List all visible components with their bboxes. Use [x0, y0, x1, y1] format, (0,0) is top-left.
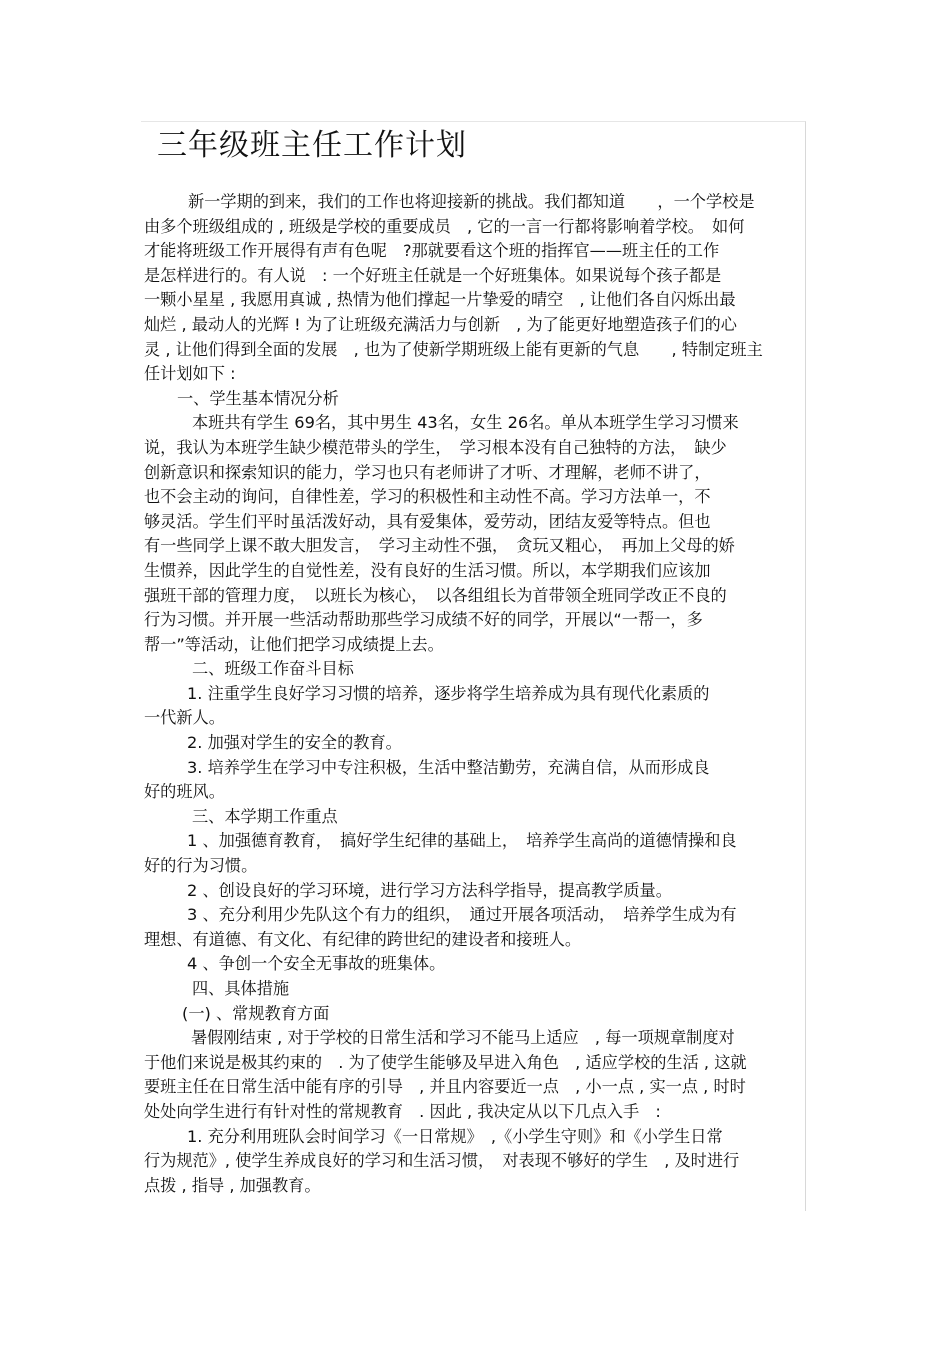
text-line: 生惯养，因此学生的自觉性差，没有良好的生活习惯。所以，本学期我们应该加: [144, 560, 711, 580]
text-line: 理想、有道德、有文化、有纪律的跨世纪的建设者和接班人。: [144, 929, 582, 949]
text-line: 1. 充分利用班队会时间学习《一日常规》 ,《小学生守则》和《小学生日常: [187, 1126, 723, 1146]
text-line: 二、班级工作奋斗目标: [192, 659, 354, 679]
text-line: 要班主任在日常生活中能有序的引导 , 并且内容要近一点 , 小一点 , 实一点 , 时时: [144, 1077, 746, 1097]
text-line: 一代新人。: [144, 708, 225, 728]
text-line: 是怎样进行的。有人说 : 一个好班主任就是一个好班集体。如果说每个孩子都是: [144, 265, 722, 285]
text-line: 好的班风。: [144, 782, 225, 802]
text-line: 由多个班级组成的 , 班级是学校的重要成员 , 它的一言一行都将影响着学校。 如何: [144, 216, 745, 236]
text-line: 任计划如下 :: [144, 364, 236, 384]
text-line: 才能将班级工作开展得有声有色呢 ?那就要看这个班的指挥官——班主任的工作: [144, 241, 720, 261]
text-line: 帮一”等活动，让他们把学习成绩提上去。: [144, 634, 444, 654]
page-title: 三年级班主任工作计划: [157, 128, 467, 163]
text-line: 有一些同学上课不敢大胆发言， 学习主动性不强， 贪玩又粗心， 再加上父母的娇: [144, 536, 735, 556]
text-line: 3. 培养学生在学习中专注积极，生活中整洁勤劳，充满自信，从而形成良: [187, 757, 710, 777]
text-line: 三、本学期工作重点: [192, 806, 338, 826]
text-line: 够灵活。学生们平时虽活泼好动，具有爱集体，爱劳动，团结友爱等特点。但也: [144, 511, 711, 531]
text-line: 暑假刚结束 , 对于学校的日常生活和学习不能马上适应 , 每一项规章制度对: [191, 1028, 735, 1048]
text-line: 灿烂 , 最动人的光辉 ! 为了让班级充满活力与创新 , 为了能更好地塑造孩子们的心: [144, 314, 737, 334]
text-line: 灵 , 让他们得到全面的发展 , 也为了使新学期班级上能有更新的气息 , 特制定班主: [144, 339, 763, 359]
text-line: 3 、充分利用少先队这个有力的组织， 通过开展各项活动， 培养学生成为有: [187, 905, 737, 925]
text-line: 行为规范》, 使学生养成良好的学习和生活习惯， 对表现不够好的学生 , 及时进行: [144, 1151, 740, 1171]
text-line: (一) 、常规教育方面: [182, 1003, 330, 1023]
text-line: 好的行为习惯。: [144, 856, 258, 876]
text-line: 也不会主动的询问，自律性差，学习的积极性和主动性不高。学习方法单一，不: [144, 487, 711, 507]
text-line: 一颗小星星 , 我愿用真诚 , 热情为他们撑起一片挚爱的晴空 , 让他们各自闪烁出最: [144, 290, 736, 310]
text-line: 1 、加强德育教育， 搞好学生纪律的基础上， 培养学生高尚的道德情操和良: [187, 831, 737, 851]
text-line: 创新意识和探索知识的能力，学习也只有老师讲了才听、才理解，老师不讲了，: [144, 462, 711, 482]
text-line: 本班共有学生 69名，其中男生 43名，女生 26名。单从本班学生学习习惯来: [192, 413, 739, 433]
text-line: 新一学期的到来，我们的工作也将迎接新的挑战。我们都知道 ，一个学校是: [188, 192, 755, 211]
text-line: 处处向学生进行有针对性的常规教育 . 因此 , 我决定从以下几点入手 :: [144, 1101, 661, 1121]
text-line: 说，我认为本班学生缺少模范带头的学生， 学习根本没有自己独特的方法， 缺少: [144, 437, 727, 457]
text-line: 点拨 , 指导 , 加强教育。: [144, 1175, 321, 1195]
text-line: 于他们来说是极其约束的 . 为了使学生能够及早进入角色 , 适应学校的生活 , 这就: [144, 1052, 747, 1072]
text-line: 4 、争创一个安全无事故的班集体。: [187, 954, 446, 974]
text-line: 一、学生基本情况分析: [177, 388, 339, 408]
text-line: 2. 加强对学生的安全的教育。: [187, 733, 402, 753]
text-line: 1. 注重学生良好学习习惯的培养，逐步将学生培养成为具有现代化素质的: [187, 683, 710, 703]
text-line: 2 、创设良好的学习环境，进行学习方法科学指导，提高教学质量。: [187, 880, 672, 900]
document-body: [144, 190, 806, 1198]
text-line: 强班干部的管理力度， 以班长为核心， 以各组组长为首带领全班同学改正不良的: [144, 585, 727, 605]
text-line: 四、具体措施: [192, 979, 290, 998]
text-line: 行为习惯。并开展一些活动帮助那些学习成绩不好的同学，开展以“一帮一，多: [144, 610, 703, 630]
